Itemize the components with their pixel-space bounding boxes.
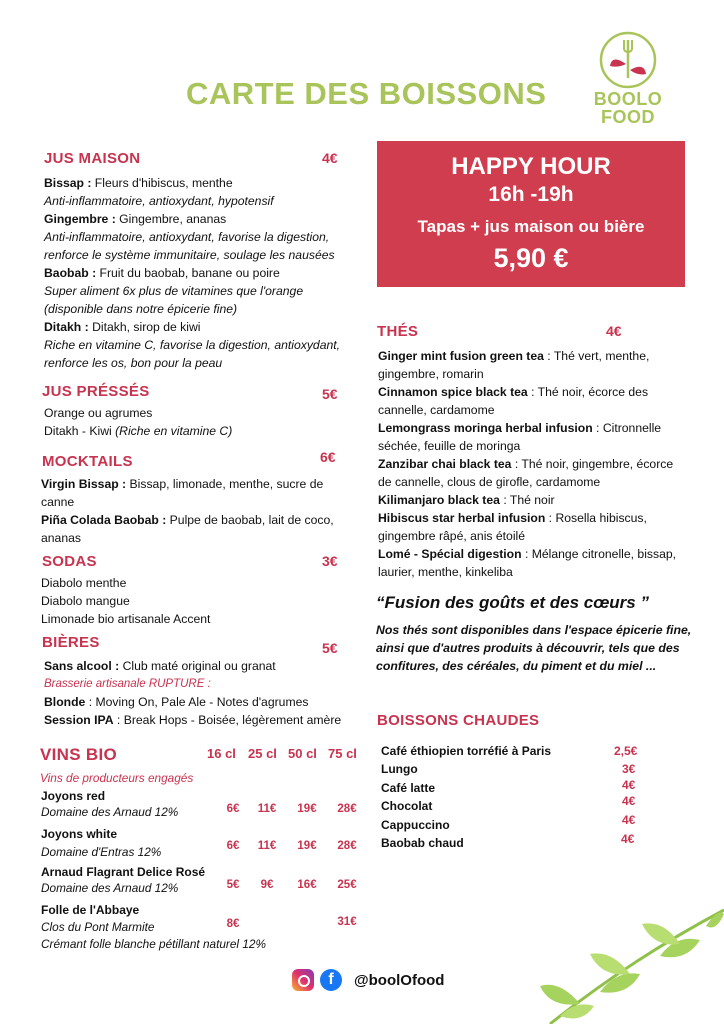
vin-price: 9€: [260, 879, 274, 891]
thes-list: [378, 347, 678, 581]
thes-heading: THÉS: [377, 323, 419, 340]
list-item: Kilimanjaro black tea : Thé noir: [378, 493, 555, 507]
quote-title: “Fusion des goûts et des cœurs ”: [376, 593, 649, 612]
vins-col-50cl: 50 cl: [288, 746, 317, 761]
jus-presses-price: 5€: [322, 386, 338, 402]
jus-maison-list: [44, 174, 362, 372]
vin-price: 28€: [337, 840, 357, 852]
bieres-list: [44, 657, 364, 729]
list-item: Limonade bio artisanale Accent: [41, 612, 211, 626]
list-item: Gingembre : Gingembre, ananas: [44, 212, 227, 226]
hot-drink-name: Cappuccino: [381, 818, 450, 832]
boolo-food-logo: [590, 30, 666, 134]
vin-price: 19€: [297, 840, 317, 852]
vin-domain: Domaine d'Entras 12%: [41, 845, 162, 859]
leaves-decoration: [520, 900, 724, 1024]
thes-price: 4€: [606, 323, 622, 339]
vins-subtitle: Vins de producteurs engagés: [40, 771, 194, 785]
vin-price: 8€: [226, 918, 240, 930]
hot-drink-price: 4€: [622, 794, 636, 808]
happy-hour-price: 5,90 €: [493, 243, 569, 273]
list-item: Lomé - Spécial digestion : Mélange citronelle, bissap, laurier, menthe, kinkeliba: [378, 547, 677, 579]
vins-col-75cl: 75 cl: [328, 746, 357, 761]
hot-drink-price: 4€: [621, 832, 635, 846]
sodas-list: [41, 574, 341, 628]
vin-price: 19€: [297, 803, 317, 815]
hot-drink-name: Lungo: [381, 762, 418, 776]
list-item: Baobab : Fruit du baobab, banane ou poire: [44, 266, 280, 280]
vins-heading: VINS BIO: [40, 745, 118, 764]
vin-price: 28€: [337, 803, 357, 815]
list-item: Blonde : Moving On, Pale Ale - Notes d'agrumes: [44, 695, 309, 709]
hot-drink-price: 2,5€: [614, 744, 638, 758]
vin-price: 11€: [257, 803, 277, 815]
list-item: Ginger mint fusion green tea : Thé vert, menthe, gingembre, romarin: [378, 349, 650, 381]
boissons-chaudes-heading: BOISSONS CHAUDES: [377, 712, 540, 729]
hot-drink-name: Chocolat: [381, 799, 433, 813]
mocktails-price: 6€: [320, 449, 336, 465]
vin-name: Joyons red: [41, 789, 106, 803]
vin-name: Arnaud Flagrant Delice Rosé: [41, 865, 206, 879]
social-bar: [292, 969, 444, 991]
vin-price: 31€: [337, 916, 357, 928]
list-item: Ditakh - Kiwi (Riche en vitamine C): [44, 424, 233, 438]
item-note: Riche en vitamine C, favorise la digestion, antioxydant, renforce les os, bon pour la peau: [44, 338, 341, 370]
mocktails-heading: MOCKTAILS: [42, 453, 133, 470]
jus-maison-heading: JUS MAISON: [44, 150, 141, 167]
list-item: Cinnamon spice black tea : Thé noir, écorce des cannelle, cardamome: [378, 385, 649, 417]
social-handle[interactable]: @boolOfood: [354, 971, 445, 989]
happy-hour-offer: Tapas + jus maison ou bière: [417, 217, 645, 236]
vin-domain: Domaine des Arnaud 12%: [41, 881, 179, 895]
list-item: Orange ou agrumes: [44, 406, 153, 420]
vin-price: 5€: [226, 879, 240, 891]
vins-col-25cl: 25 cl: [248, 746, 277, 761]
hot-drink-name: Baobab chaud: [381, 836, 464, 850]
hot-drink-name: Café éthiopien torréfié à Paris: [381, 744, 552, 758]
list-item: Virgin Bissap : Bissap, limonade, menthe, sucre de canne: [41, 477, 324, 509]
bieres-price: 5€: [322, 640, 338, 656]
cremant-line: Crémant folle blanche pétillant naturel 12%: [41, 937, 266, 951]
instagram-icon[interactable]: [292, 969, 314, 991]
list-item: Diabolo mangue: [41, 594, 130, 608]
item-note: Anti-inflammatoire, antioxydant, favorise la digestion, renforce le système immunitaire, soulage les nausées: [44, 230, 335, 262]
logo-line1: BOOLO: [593, 89, 663, 109]
logo-line2: FOOD: [601, 107, 655, 127]
vin-price: 11€: [257, 840, 277, 852]
list-item: Diabolo menthe: [41, 576, 127, 590]
hot-drink-price: 4€: [622, 813, 636, 827]
hot-drink-name: Café latte: [381, 781, 436, 795]
vin-domain: Clos du Pont Marmite: [41, 920, 155, 934]
list-item: Session IPA : Break Hops - Boisée, légèrement amère: [44, 713, 342, 727]
list-item: Ditakh : Ditakh, sirop de kiwi: [44, 320, 201, 334]
sodas-heading: SODAS: [42, 553, 97, 570]
list-item: Piña Colada Baobab : Pulpe de baobab, lait de coco, ananas: [41, 513, 334, 545]
fork-leaves-icon: [598, 30, 658, 90]
quote-text: Nos thés sont disponibles dans l'espace épicerie fine, ainsi que d'autres produits à découvrir, tels que des confitures, des céréales, du piment et du miel ...: [376, 623, 692, 673]
hot-drink-price: 4€: [622, 778, 636, 792]
vin-name: Folle de l'Abbaye: [41, 903, 140, 917]
list-item: Bissap : Fleurs d'hibiscus, menthe: [44, 176, 233, 190]
vins-col-16cl: 16 cl: [207, 746, 236, 761]
mocktails-list: [41, 475, 359, 547]
vin-price: 6€: [226, 840, 240, 852]
jus-presses-list: [44, 404, 344, 440]
happy-hour-time: 16h -19h: [488, 183, 574, 206]
sodas-price: 3€: [322, 553, 338, 569]
jus-presses-heading: JUS PRÉSSÉS: [42, 383, 150, 400]
vin-domain: Domaine des Arnaud 12%: [41, 805, 179, 819]
happy-hour-title: HAPPY HOUR: [451, 153, 611, 180]
item-note: Anti-inflammatoire, antioxydant, hypotensif: [44, 194, 274, 208]
happy-hour-box: [377, 141, 685, 287]
vin-price: 6€: [226, 803, 240, 815]
jus-maison-price: 4€: [322, 150, 338, 166]
list-item: Zanzibar chai black tea : Thé noir, gingembre, écorce de cannelle, clous de girofle, cardamome: [378, 457, 674, 489]
facebook-icon[interactable]: f: [320, 969, 342, 991]
vin-name: Joyons white: [41, 827, 118, 841]
page-title: CARTE DES BOISSONS: [186, 76, 547, 111]
bieres-heading: BIÈRES: [42, 634, 100, 651]
hot-drink-price: 3€: [622, 762, 636, 776]
brasserie-label: Brasserie artisanale RUPTURE :: [44, 678, 211, 690]
list-item: Hibiscus star herbal infusion : Rosella hibiscus, gingembre râpé, anis étoilé: [378, 511, 647, 543]
vin-price: 16€: [297, 879, 317, 891]
vin-price: 25€: [337, 879, 357, 891]
item-note: Super aliment 6x plus de vitamines que l'orange (disponible dans notre épicerie fine): [44, 284, 304, 316]
list-item: Lemongrass moringa herbal infusion : Citronnelle séchée, feuille de moringa: [378, 421, 662, 453]
list-item: Sans alcool : Club maté original ou granat: [44, 659, 276, 673]
